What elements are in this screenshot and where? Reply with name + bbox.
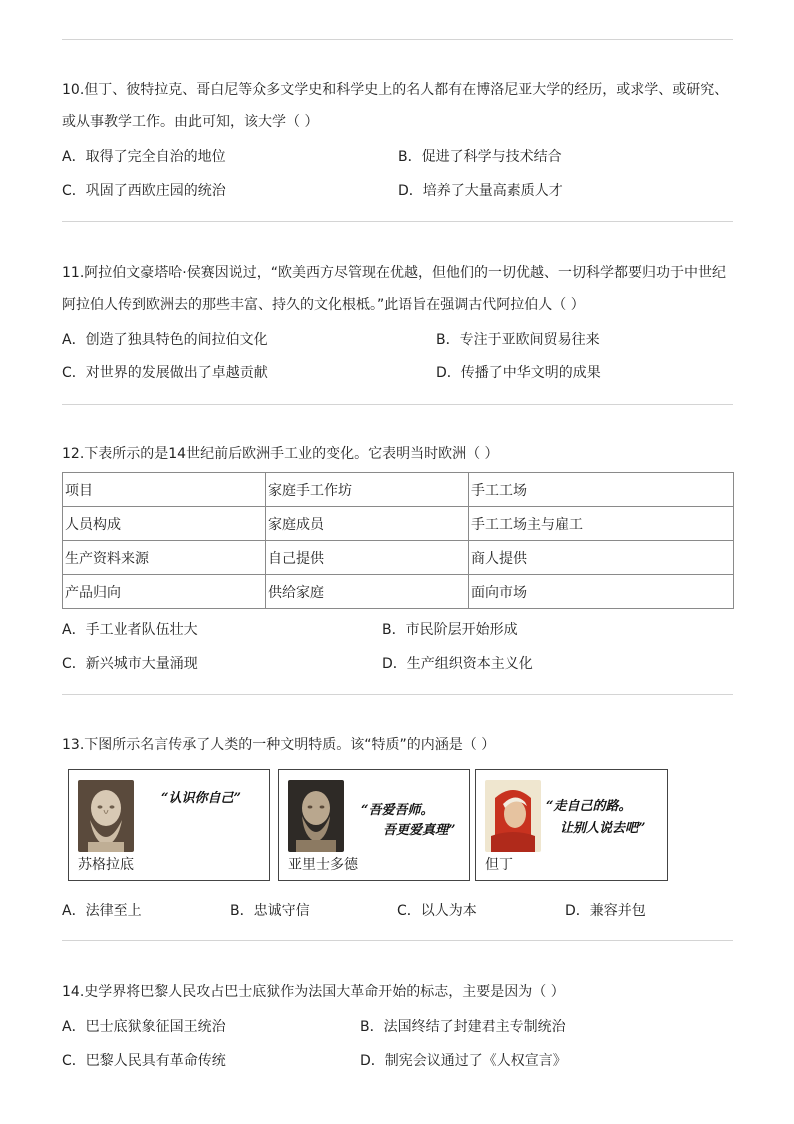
divider-top bbox=[62, 39, 733, 40]
question-10-option-b[interactable]: B．促进了科学与技术结合 bbox=[398, 149, 562, 165]
question-12-option-a[interactable]: A．手工业者队伍壮大 bbox=[62, 622, 198, 638]
question-13-stem: 13.下图所示名言传承了人类的一种文明特质。该“特质”的内涵是（ ） bbox=[62, 737, 496, 753]
table-cell: 家庭手工作坊 bbox=[266, 473, 469, 507]
question-13-option-a[interactable]: A．法律至上 bbox=[62, 903, 142, 919]
question-12-stem: 12.下表所示的是14世纪前后欧洲手工业的变化。它表明当时欧洲（ ） bbox=[62, 446, 499, 462]
dante-quote-line2: 让别人说去吧” bbox=[560, 821, 646, 836]
aristotle-quote-line2: 吾更爱真理” bbox=[383, 823, 456, 838]
quote-card-socrates bbox=[68, 769, 270, 881]
table-cell: 产品归向 bbox=[63, 575, 266, 609]
question-13-option-b[interactable]: B．忠诚守信 bbox=[230, 903, 310, 919]
question-10-option-d[interactable]: D．培养了大量高素质人才 bbox=[398, 183, 563, 199]
question-11-stem-line2: 阿拉伯人传到欧洲去的那些丰富、持久的文化根柢。”此语旨在强调古代阿拉伯人（ ） bbox=[62, 297, 585, 313]
question-14-stem: 14.史学界将巴黎人民攻占巴士底狱作为法国大革命开始的标志，主要是因为（ ） bbox=[62, 984, 565, 1000]
table-cell: 自己提供 bbox=[266, 541, 469, 575]
divider-q11-q12 bbox=[62, 404, 733, 405]
question-11-option-d[interactable]: D．传播了中华文明的成果 bbox=[436, 365, 601, 381]
table-cell: 手工工场主与雇工 bbox=[469, 507, 734, 541]
table-row bbox=[63, 575, 734, 609]
table-cell: 手工工场 bbox=[469, 473, 734, 507]
table-cell: 生产资料来源 bbox=[63, 541, 266, 575]
dante-quote-line1: “走自己的路。 bbox=[546, 799, 632, 814]
aristotle-name: 亚里士多德 bbox=[288, 857, 358, 873]
table-cell: 人员构成 bbox=[63, 507, 266, 541]
question-14-option-d[interactable]: D．制宪会议通过了《人权宣言》 bbox=[360, 1053, 567, 1069]
divider-q13-q14 bbox=[62, 940, 733, 941]
question-11-option-b[interactable]: B．专注于亚欧间贸易往来 bbox=[436, 332, 600, 348]
question-10-stem-line2: 或从事教学工作。由此可知，该大学（ ） bbox=[62, 114, 319, 130]
question-12-option-d[interactable]: D．生产组织资本主义化 bbox=[382, 656, 533, 672]
socrates-name: 苏格拉底 bbox=[78, 857, 134, 873]
divider-q10-q11 bbox=[62, 221, 733, 222]
question-10-option-c[interactable]: C．巩固了西欧庄园的统治 bbox=[62, 183, 226, 199]
question-14-option-a[interactable]: A．巴士底狱象征国王统治 bbox=[62, 1019, 226, 1035]
handicraft-table bbox=[62, 472, 734, 609]
socrates-quote: “认识你自己” bbox=[161, 791, 241, 806]
dante-name: 但丁 bbox=[485, 857, 513, 873]
divider-q12-q13 bbox=[62, 694, 733, 695]
table-cell: 商人提供 bbox=[469, 541, 734, 575]
table-cell: 面向市场 bbox=[469, 575, 734, 609]
question-13-option-c[interactable]: C．以人为本 bbox=[397, 903, 477, 919]
question-11-option-a[interactable]: A．创造了独具特色的间拉伯文化 bbox=[62, 332, 268, 348]
aristotle-quote-line1: “吾爱吾师。 bbox=[361, 803, 434, 818]
table-cell: 供给家庭 bbox=[266, 575, 469, 609]
question-10-stem-line1: 10.但丁、彼特拉克、哥白尼等众多文学史和科学史上的名人都有在博洛尼亚大学的经历，或求学、或研究、 bbox=[62, 82, 729, 98]
question-14-option-b[interactable]: B．法国终结了封建君主专制统治 bbox=[360, 1019, 566, 1035]
question-14-option-c[interactable]: C．巴黎人民具有革命传统 bbox=[62, 1053, 226, 1069]
dante-portrait bbox=[485, 780, 541, 852]
question-10-option-a[interactable]: A．取得了完全自治的地位 bbox=[62, 149, 226, 165]
table-row bbox=[63, 507, 734, 541]
question-13-option-d[interactable]: D．兼容并包 bbox=[565, 903, 646, 919]
table-row bbox=[63, 473, 734, 507]
question-11-option-c[interactable]: C．对世界的发展做出了卓越贡献 bbox=[62, 365, 268, 381]
table-cell: 项目 bbox=[63, 473, 266, 507]
quote-card-dante bbox=[475, 769, 668, 881]
table-cell: 家庭成员 bbox=[266, 507, 469, 541]
quote-card-aristotle bbox=[278, 769, 470, 881]
aristotle-portrait bbox=[288, 780, 344, 852]
table-row bbox=[63, 541, 734, 575]
question-11-stem-line1: 11.阿拉伯文豪塔哈·侯赛因说过，“欧美西方尽管现在优越，但他们的一切优越、一切科学都要归功于中世纪 bbox=[62, 265, 726, 281]
question-12-option-b[interactable]: B．市民阶层开始形成 bbox=[382, 622, 518, 638]
question-12-option-c[interactable]: C．新兴城市大量涌现 bbox=[62, 656, 198, 672]
socrates-portrait bbox=[78, 780, 134, 852]
